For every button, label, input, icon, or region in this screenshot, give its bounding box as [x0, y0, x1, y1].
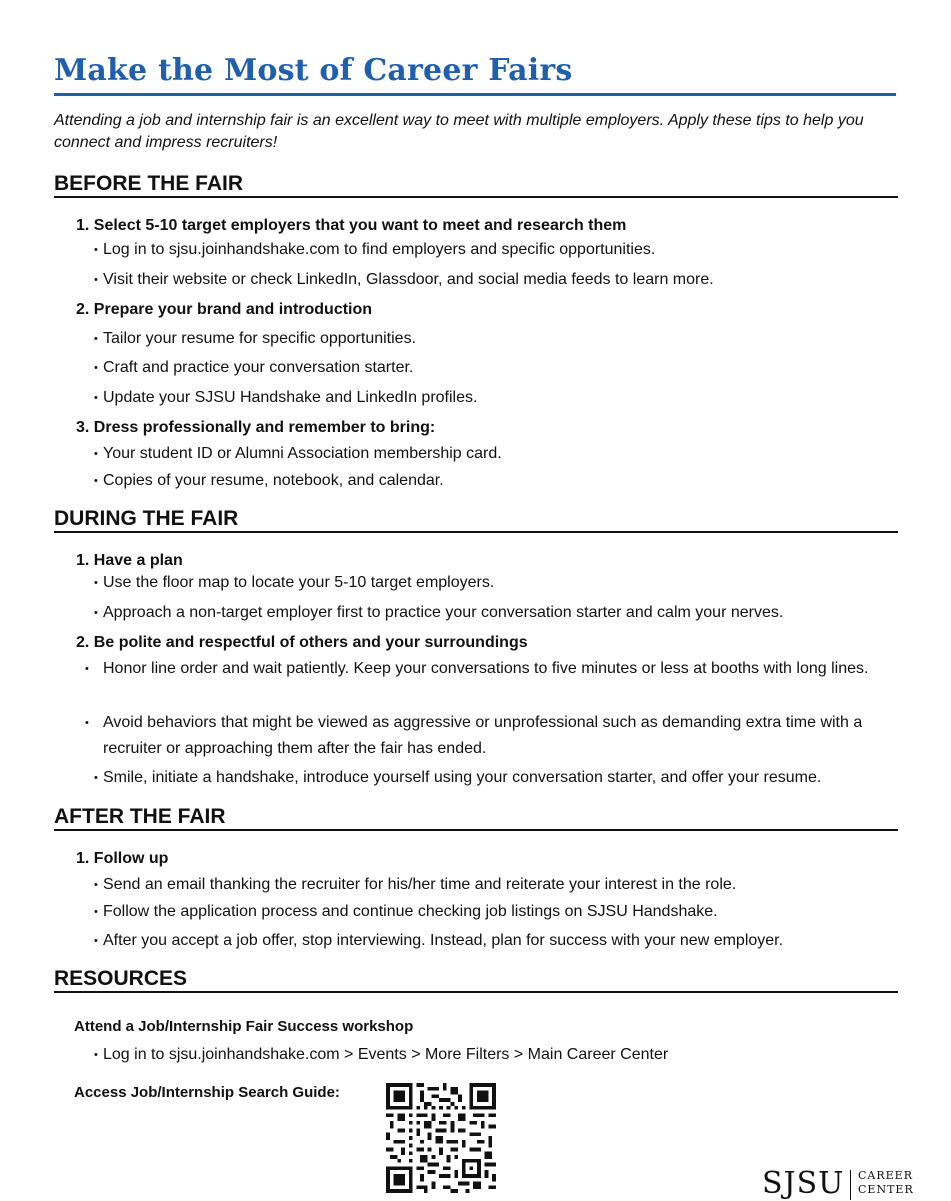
- bullet-item: • Smile, initiate a handshake, introduce yourself using your conversation starter, and offer your resume.: [94, 765, 884, 791]
- bullet-icon: •: [94, 274, 98, 286]
- bullet-icon: •: [94, 935, 98, 947]
- intro-text: Attending a job and internship fair is an excellent way to meet with multiple employers. Apply these tips to help you connect and impress recruiters!: [54, 112, 864, 151]
- list-item: 1. Follow up: [76, 850, 169, 867]
- guide-label: Access Job/Internship Search Guide:: [74, 1084, 340, 1101]
- bullet-item: • Log in to sjsu.joinhandshake.com to find employers and specific opportunities.: [94, 237, 884, 263]
- workshop-label: Attend a Job/Internship Fair Success workshop: [74, 1018, 414, 1035]
- bullet-icon: •: [94, 607, 98, 619]
- list-item: 3. Dress professionally and remember to bring:: [76, 419, 436, 436]
- qr-code-icon[interactable]: [386, 1083, 496, 1193]
- bullet-icon: •: [85, 717, 89, 729]
- bullet-item: • Update your SJSU Handshake and LinkedIn profiles.: [94, 385, 884, 411]
- bullet-item: • Craft and practice your conversation starter.: [94, 355, 884, 381]
- section-heading: DURING THE FAIR: [54, 507, 898, 533]
- section-during-the-fair: [54, 507, 898, 786]
- bullet-icon: •: [94, 362, 98, 374]
- bullet-item: • After you accept a job offer, stop interviewing. Instead, plan for success with your new employer.: [94, 928, 884, 954]
- bullet-item: • Avoid behaviors that might be viewed as aggressive or unprofessional such as demanding extra time with a recruiter or approaching them after the fair has ended.: [94, 710, 873, 762]
- bullet-item: • Copies of your resume, notebook, and calendar.: [94, 468, 884, 494]
- bullet-item: • Log in to sjsu.joinhandshake.com > Events > More Filters > Main Career Center: [94, 1042, 884, 1068]
- bullet-icon: •: [94, 244, 98, 256]
- section-resources: [54, 967, 898, 1101]
- bullet-item: • Tailor your resume for specific opportunities.: [94, 326, 884, 352]
- section-before-the-fair: [54, 172, 898, 489]
- list-item: 2. Prepare your brand and introduction: [76, 301, 373, 318]
- bullet-icon: •: [94, 448, 98, 460]
- bullet-icon: •: [94, 392, 98, 404]
- bullet-item: • Honor line order and wait patiently. Keep your conversations to five minutes or less at booths with long lines.: [94, 656, 873, 682]
- bullet-icon: •: [94, 475, 98, 487]
- bullet-item: • Your student ID or Alumni Association membership card.: [94, 441, 884, 467]
- section-heading: RESOURCES: [54, 967, 898, 993]
- list-item: 1. Have a plan: [76, 552, 183, 569]
- bullet-icon: •: [85, 663, 89, 675]
- bullet-item: • Follow the application process and continue checking job listings on SJSU Handshake.: [94, 899, 884, 925]
- bullet-icon: •: [94, 772, 98, 784]
- bullet-item: • Send an email thanking the recruiter for his/her time and reiterate your interest in the role.: [94, 872, 884, 898]
- logo-wordmark: SJSU: [762, 1166, 845, 1201]
- bullet-icon: •: [94, 1049, 98, 1061]
- bullet-item: • Visit their website or check LinkedIn, Glassdoor, and social media feeds to learn more.: [94, 267, 884, 293]
- title-rule: [54, 93, 896, 96]
- list-item: 1. Select 5-10 target employers that you want to meet and research them: [76, 217, 627, 234]
- logo-divider: [850, 1170, 851, 1200]
- section-heading: BEFORE THE FAIR: [54, 172, 898, 198]
- section-after-the-fair: [54, 805, 898, 949]
- bullet-icon: •: [94, 879, 98, 891]
- bullet-icon: •: [94, 577, 98, 589]
- bullet-icon: •: [94, 906, 98, 918]
- bullet-icon: •: [94, 333, 98, 345]
- page-title: Make the Most of Career Fairs: [54, 53, 573, 88]
- section-heading: AFTER THE FAIR: [54, 805, 898, 831]
- bullet-item: • Use the floor map to locate your 5-10 target employers.: [94, 570, 884, 596]
- bullet-item: • Approach a non-target employer first to practice your conversation starter and calm your nerves.: [94, 600, 884, 626]
- logo-subtitle: CAREER CENTER: [858, 1169, 914, 1196]
- list-item: 2. Be polite and respectful of others and your surroundings: [76, 634, 528, 651]
